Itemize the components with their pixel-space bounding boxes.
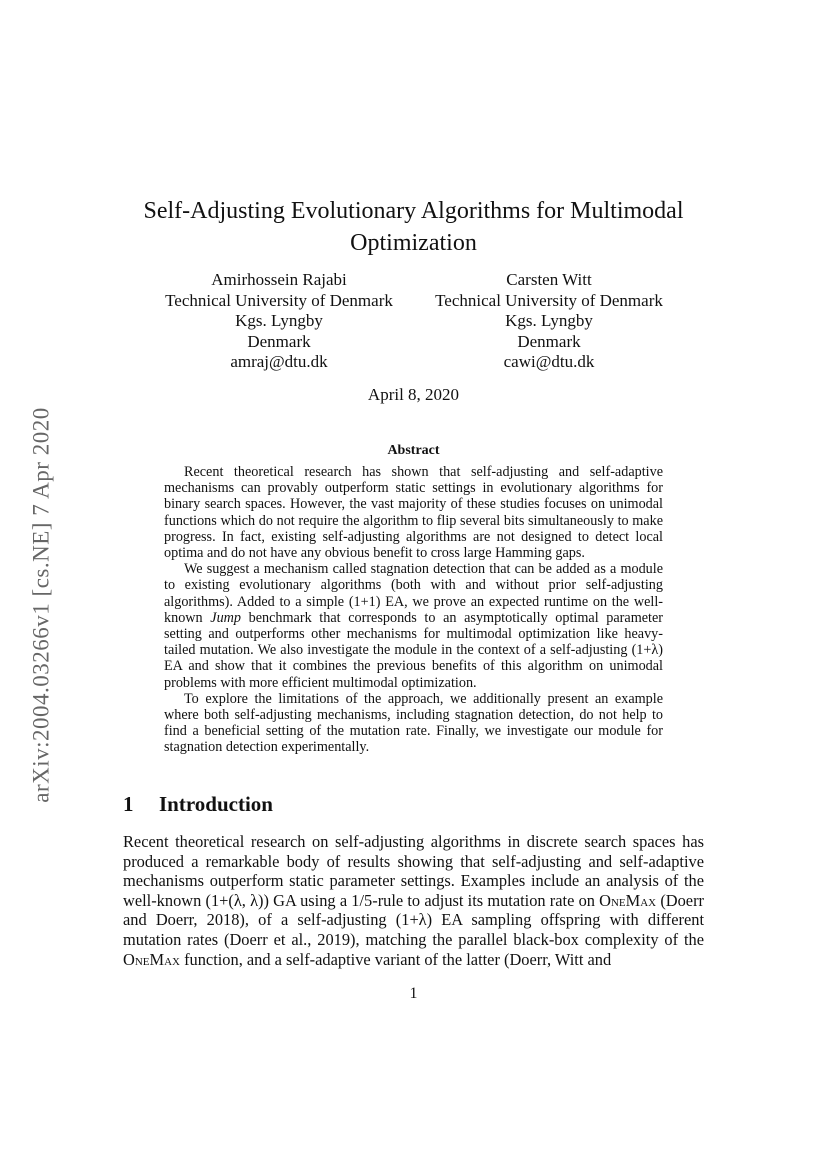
author-name: Amirhossein Rajabi bbox=[211, 270, 347, 289]
author-country: Denmark bbox=[247, 331, 311, 351]
arxiv-identifier-stamp bbox=[22, 370, 62, 840]
body-text: function, and a self-adaptive variant of the latter (Doerr, Witt and bbox=[179, 949, 612, 969]
abstract-text: We suggest a mechanism called stagnation detection that can be added as a module to existing evolutionary algorithms (both with and without prior self-adjusting algorithms). Added to a simple (1+1) EA, we prove an expected runtime on the well-known bbox=[164, 561, 663, 626]
author-block-2 bbox=[420, 270, 678, 373]
abstract-text: benchmark that corresponds to an asymptotically optimal parameter setting and outperforms other mechanisms for multimodal optimization like heavy-tailed mutation. We also investigate the module in the context of a self-adjusting (1+λ) EA and show that it combines the previous benefits of this algorithm on unimodal problems with more efficient multimodal optimization. bbox=[164, 609, 663, 691]
paper-title: Self-Adjusting Evolutionary Algorithms for Multimodal Optimization bbox=[143, 198, 684, 256]
author-affiliation: Technical University of Denmark bbox=[435, 290, 663, 310]
abstract-paragraph: Recent theoretical research has shown that self-adjusting and self-adaptive mechanisms can provably outperform static settings in evolutionary algorithms for binary search spaces. However, the vast majority of these studies focuses on unimodal functions which do not require the algorithm to flip several bits simultaneously to make progress. In fact, existing self-adjusting algorithms are not designed to detect local optima and do not have any obvious benefit to cross large Hamming gaps. bbox=[164, 464, 663, 562]
publication-date: April 8, 2020 bbox=[367, 385, 460, 404]
author-country: Denmark bbox=[517, 331, 581, 351]
section-heading bbox=[123, 792, 273, 817]
onemax-function-name: OneMax bbox=[123, 949, 180, 969]
abstract-paragraph bbox=[164, 561, 663, 691]
author-email: amraj@dtu.dk bbox=[230, 352, 328, 371]
section-title: Introduction bbox=[159, 792, 273, 816]
author-email: cawi@dtu.dk bbox=[503, 352, 595, 371]
abstract-heading: Abstract bbox=[387, 443, 440, 458]
author-city: Kgs. Lyngby bbox=[235, 311, 323, 330]
page-number: 1 bbox=[409, 985, 418, 1002]
author-block-1 bbox=[150, 270, 408, 373]
arxiv-identifier-text: arXiv:2004.03266v1 [cs.NE] 7 Apr 2020 bbox=[29, 407, 54, 803]
abstract-body bbox=[164, 464, 663, 756]
author-affiliation: Technical University of Denmark bbox=[165, 290, 393, 310]
introduction-body bbox=[123, 832, 704, 969]
author-name: Carsten Witt bbox=[506, 270, 592, 289]
body-text: (Doerr and Doerr, 2018), of a self-adjusting (1+λ) EA sampling offspring with different mutation rates (Doerr et al., 2019), matching the parallel black-box complexity of the bbox=[123, 890, 705, 949]
body-text: Recent theoretical research on self-adjusting algorithms in discrete search spaces has produced a remarkable body of results showing that self-adjusting and self-adaptive mechanisms outperform static parameter settings. Examples include an analysis of the well-known (1+(λ, λ)) GA using a 1/5-rule to adjust its mutation rate on bbox=[123, 832, 704, 910]
body-paragraph bbox=[123, 832, 704, 969]
author-city: Kgs. Lyngby bbox=[505, 311, 593, 330]
jump-benchmark-name: Jump bbox=[210, 609, 241, 626]
onemax-function-name: OneMax bbox=[599, 890, 657, 910]
abstract-paragraph: To explore the limitations of the approach, we additionally present an example where both self-adjusting mechanisms, including stagnation detection, do not help to find a beneficial setting of the mutation rate. Finally, we investigate our module for stagnation detection experimentally. bbox=[164, 690, 663, 756]
section-number: 1 bbox=[123, 792, 134, 816]
